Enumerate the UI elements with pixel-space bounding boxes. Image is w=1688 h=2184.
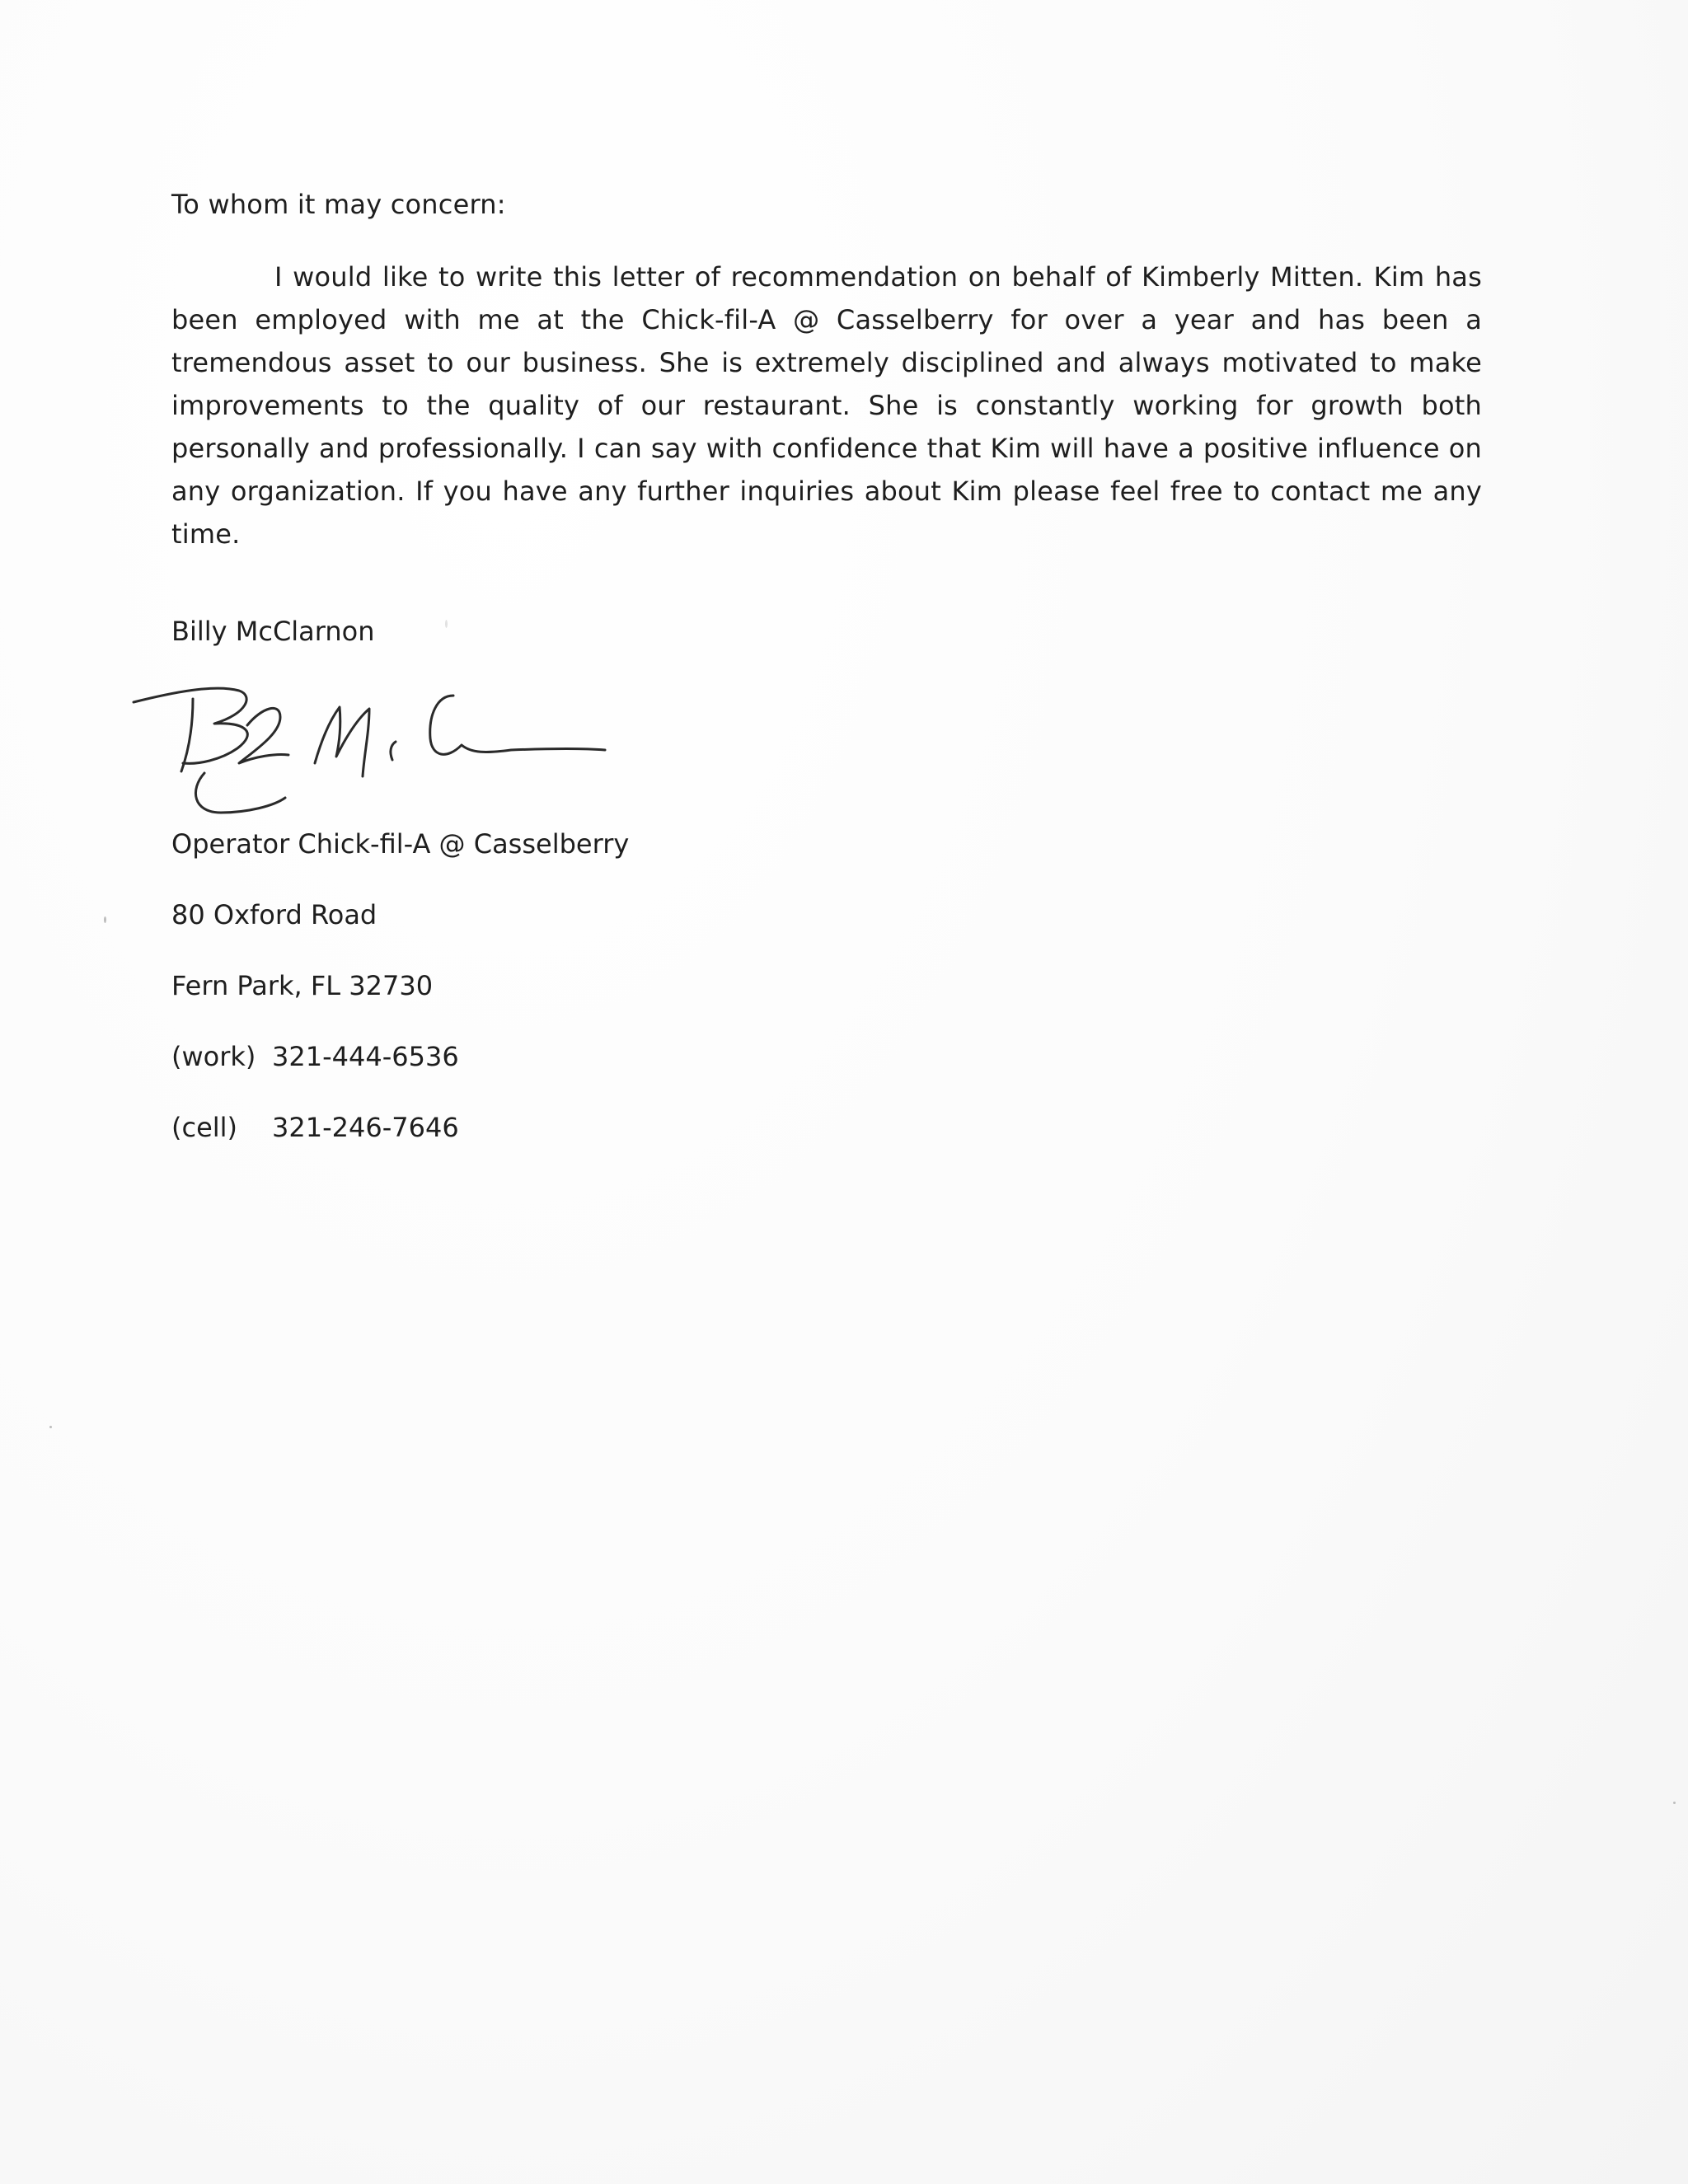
handwritten-signature xyxy=(124,674,618,839)
signature-stroke-tail xyxy=(430,696,605,754)
letter-body xyxy=(171,183,1490,555)
cell-phone-number: 321-246-7646 xyxy=(272,1112,459,1143)
work-phone-label: (work) xyxy=(171,1041,256,1072)
scan-speck xyxy=(1673,1802,1676,1804)
scan-speck xyxy=(104,916,106,923)
street-address: 80 Oxford Road xyxy=(171,899,377,930)
signature-stroke-c xyxy=(391,742,396,760)
work-phone-line xyxy=(171,1035,459,1078)
cell-phone-label: (cell) xyxy=(171,1112,238,1143)
signer-name: Billy McClarnon xyxy=(171,616,375,647)
cell-phone-line xyxy=(171,1106,459,1149)
signer-title: Operator Chick-fil-A @ Casselberry xyxy=(171,828,630,860)
salutation: To whom it may concern: xyxy=(171,189,506,220)
signature-stroke-m xyxy=(315,707,369,776)
signature-stroke-b xyxy=(134,688,247,771)
scan-speck xyxy=(445,620,448,628)
city-state-zip: Fern Park, FL 32730 xyxy=(171,970,434,1001)
scan-speck xyxy=(49,1426,52,1428)
recommendation-paragraph: I would like to write this letter of recommendation on behalf of Kimberly Mitten. Kim has been employed with me at the Chick-fil-A @ Casselberry for over a year and has been a tremendous asset to our business. She is extremely disciplined and always motivated to make improvements to the quality of our restaurant. She is constantly working for growth both personally and professionally. I can say with confidence that Kim will have a positive influence on any organization. If you have any further inquiries about Kim please feel free to contact me any time. xyxy=(171,261,1482,550)
work-phone-number: 321-444-6536 xyxy=(272,1041,459,1072)
